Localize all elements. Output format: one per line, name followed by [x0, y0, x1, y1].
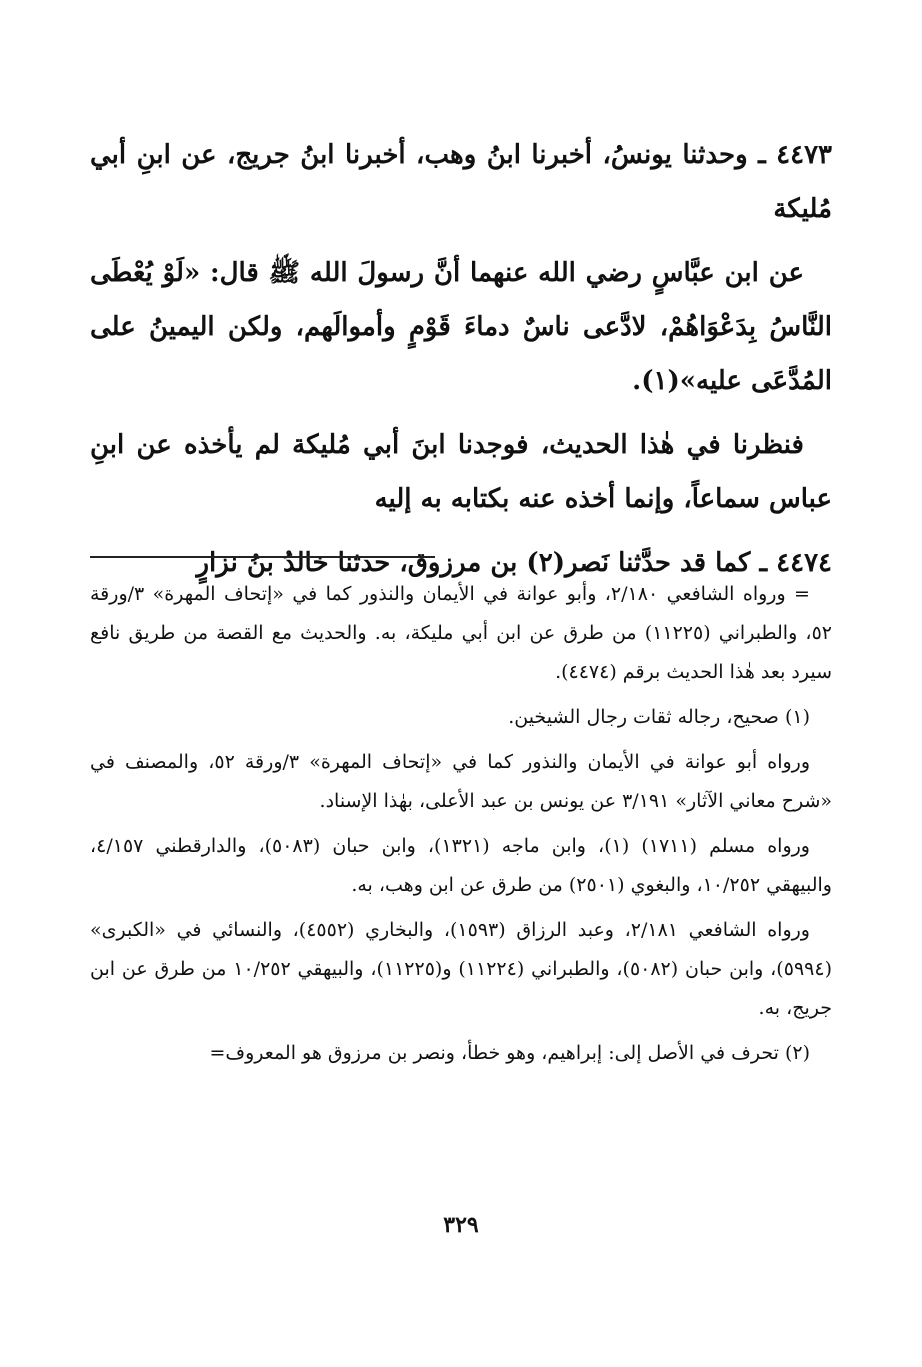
footnote-separator	[90, 556, 435, 558]
footnotes	[90, 575, 832, 1079]
page-number: ٣٢٩	[443, 1212, 479, 1238]
footnote-1-paragraph: ورواه مسلم (١٧١١) (١)، وابن ماجه (١٣٢١)، وابن حبان (٥٠٨٣)، والدارقطني ٤/١٥٧، والبيهقي ١٠/٢٥٢، والبغوي (٢٥٠١) من طرق عن ابن وهب، به.	[90, 835, 832, 896]
hadith-4473-matn: عن ابن عبَّاسٍ رضي الله عنهما أنَّ رسولَ الله ﷺ قال: «لَوْ يُعْطَى النَّاسُ بِدَعْوَاهُمْ، لادَّعى ناسٌ دماءَ قَوْمٍ وأموالَهم، ولكن اليمينُ على المُدَّعَى عليه»(١).	[90, 258, 832, 396]
footnote-2: (٢) تحرف في الأصل إلى: إبراهيم، وهو خطأ، ونصر بن مرزوق هو المعروف=	[209, 1042, 810, 1064]
footnote-1-paragraph: ورواه الشافعي ٢/١٨١، وعبد الرزاق (١٥٩٣)، والبخاري (٤٥٥٢)، والنسائي في «الكبرى» (٥٩٩٤)، وابن حبان (٥٠٨٢)، والطبراني (١١٢٢٤) و(١١٢٢٥)، والبيهقي ١٠/٢٥٢ من طرق عن ابن جريج، به.	[90, 919, 832, 1019]
footnote-continuation: = ورواه الشافعي ٢/١٨٠، وأبو عوانة في الأيمان والنذور كما في «إتحاف المهرة» ٣/ورقة ٥٢، والطبراني (١١٢٢٥) من طرق عن ابن أبي مليكة، به. والحديث مع القصة من طريق نافع سيرد بعد هٰذا الحديث برقم (٤٤٧٤).	[90, 583, 832, 683]
hadith-4473-isnad: ٤٤٧٣ ـ وحدثنا يونسُ، أخبرنا ابنُ وهب، أخبرنا ابنُ جريج، عن ابنِ أبي مُليكة	[90, 140, 832, 224]
hadith-4474-isnad: ٤٤٧٤ ـ كما قد حدَّثنا نَصر(٢) بن مرزوق، حدثنا خالدُ بنُ نزارٍ	[196, 548, 832, 578]
footnote-1-paragraph: ورواه أبو عوانة في الأيمان والنذور كما في «إتحاف المهرة» ٣/ورقة ٥٢، والمصنف في «شرح معاني الآثار» ٣/١٩١ عن يونس بن عبد الأعلى، بهٰذا الإسناد.	[90, 751, 832, 812]
footnote-1-heading: (١) صحيح، رجاله ثقات رجال الشيخين.	[508, 706, 810, 728]
commentary-paragraph: فنظرنا في هٰذا الحديث، فوجدنا ابنَ أبي مُليكة لم يأخذه عن ابنِ عباس سماعاً، وإنما أخذه عنه بكتابه به إليه	[90, 430, 832, 514]
main-text	[90, 128, 832, 590]
